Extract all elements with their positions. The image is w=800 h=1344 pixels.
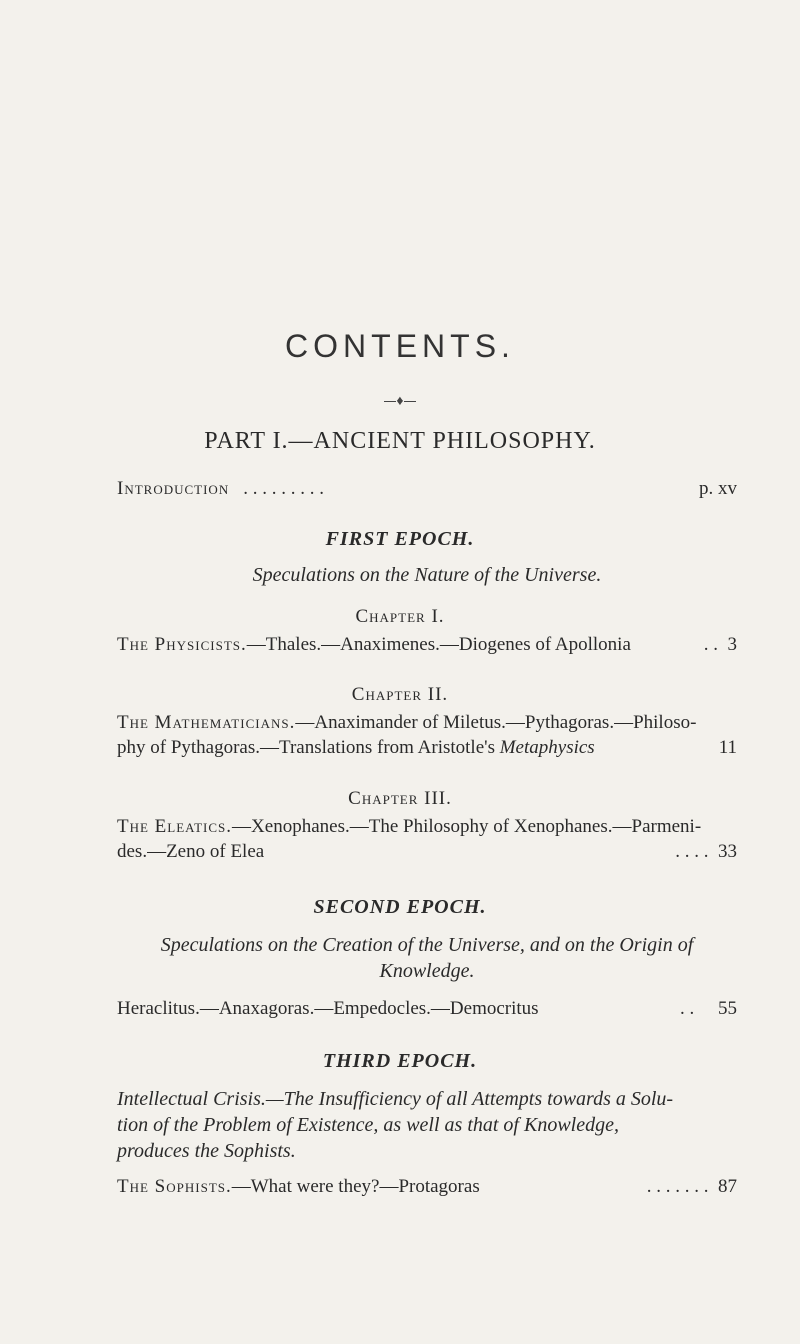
entry-line: phy of Pythagoras.—Translations from Aristotle's Metaphysics 11 xyxy=(117,737,737,758)
toc-entry xyxy=(117,996,737,1021)
toc-entry xyxy=(117,814,737,864)
leader-dots: . . . . . . . xyxy=(646,1176,709,1197)
toc-entry xyxy=(117,710,737,760)
toc-entry xyxy=(117,1174,737,1199)
entry-text: Heraclitus.—Anaxagoras.—Empedocles.—Democritus xyxy=(117,998,539,1019)
page-title: CONTENTS. xyxy=(285,328,515,364)
entry-line xyxy=(117,814,737,839)
page-number: 11 xyxy=(718,737,737,758)
chapter-heading: Chapter I. xyxy=(355,606,445,627)
page-number: . . . . . . . 87 xyxy=(646,1176,737,1197)
page-number: p. xv xyxy=(699,478,737,499)
toc-entry-introduction xyxy=(117,478,737,500)
entry-lead: The Physicists. xyxy=(117,634,247,655)
entry-lead: The Mathematicians. xyxy=(117,712,296,733)
entry-text: —Xenophanes.—The Philosophy of Xenophanes.—Parmeni- xyxy=(232,816,702,837)
page-number: . . . . 33 xyxy=(675,841,737,862)
page-number: . . 3 xyxy=(703,634,737,655)
entry-lead: The Eleatics. xyxy=(117,816,233,837)
entry-line xyxy=(117,710,737,735)
ornament-divider xyxy=(0,394,800,410)
book-title: Metaphysics xyxy=(499,737,595,758)
entry-label: Introduction xyxy=(117,478,230,499)
entry-text: —What were they?—Protagoras xyxy=(231,1176,480,1197)
entry-line: des.—Zeno of Elea . . . . 33 xyxy=(117,841,737,862)
epoch-subtitle: Speculations on the Creation of the Universe, and on the Origin of Knowledge. xyxy=(160,934,694,982)
chapter-heading: Chapter II. xyxy=(351,684,449,705)
leader-dots: . . . . . . . . . xyxy=(243,478,324,499)
chapter-heading: Chapter III. xyxy=(348,788,452,809)
entry-text: —Thales.—Anaximenes.—Diogenes of Apollonia xyxy=(246,634,631,655)
diamond-icon: ♦ xyxy=(396,394,404,409)
leader-dots: . . xyxy=(703,634,718,655)
page-number: . . 55 xyxy=(680,998,737,1019)
leader-dots: . . xyxy=(680,998,695,1019)
epoch-subtitle: Speculations on the Nature of the Universe. xyxy=(252,564,602,586)
toc-entry xyxy=(117,632,737,657)
part-title: PART I.—ANCIENT PHILOSOPHY. xyxy=(204,428,596,454)
entry-text: —Anaximander of Miletus.—Pythagoras.—Philoso- xyxy=(295,712,697,733)
epoch-description: Intellectual Crisis.—The Insufficiency of all Attempts towards a Solu- tion of the Problem of Existence, as well as that of Knowledge, produces the Sophists. xyxy=(117,1088,674,1162)
rule-left xyxy=(384,401,396,402)
epoch-title: THIRD EPOCH. xyxy=(322,1050,478,1072)
leader-dots: . . . . xyxy=(675,841,709,862)
epoch-title: SECOND EPOCH. xyxy=(313,896,487,918)
epoch-title: FIRST EPOCH. xyxy=(325,528,475,550)
entry-lead: The Sophists. xyxy=(117,1176,232,1197)
rule-right xyxy=(404,401,416,402)
